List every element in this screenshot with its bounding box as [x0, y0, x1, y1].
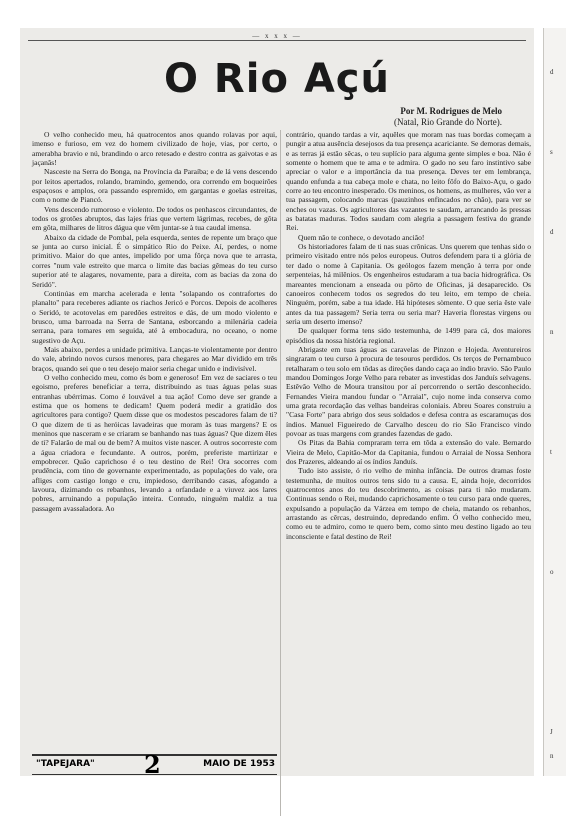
edge-mark: n: [550, 752, 554, 760]
paragraph: De qualquer forma tens sido testemunha, de 1499 para cá, dos maiores episódios da nossa história regional.: [286, 326, 531, 345]
paragraph: Nasceste na Serra do Bonga, na Província da Paraíba; e de lá vens descendo por leitos apertados, rolando, bramindo, gemendo, ora correndo em boqueirões espaçosos e amplos, ora passando espremido, em gargantas e goelas estreitas, com o nome de Piancó.: [32, 167, 277, 205]
page-footer: [32, 750, 277, 782]
edge-mark: d: [550, 228, 554, 236]
paragraph: Os Pitas da Bahia compraram terra em tôda a extensão do vale. Bernardo Vieira de Melo, Capitão-Mor da Capitania, fundou o Arraial de Nossa Senhora dos Prazeres, aldeando aí os índios Janduís.: [286, 438, 531, 467]
left-column: [32, 130, 277, 746]
publication-name: "TAPEJARA": [36, 759, 95, 769]
issue-date: MAIO DE 1953: [203, 759, 275, 769]
paragraph: Continúas em marcha acelerada e lenta "solapando os contrafortes do planalto" para receberes adiante os riachos Jericó e Porcos. Depois de acolheres o Seridó, te acotovelas em paredões estreitos e dás, de um modo violento e brusco, uma barroada na Serra de Santana, esborcando a milenária cadeia serrana, para tomares em seguida, até à embocadura, no oceano, o nome sugestivo de Açu.: [32, 288, 277, 345]
paragraph: Quem não te conhece, o devotado ancião!: [298, 232, 425, 242]
edge-mark: n: [550, 328, 554, 336]
header-mark: — x x x —: [252, 32, 302, 40]
paragraph: Os historiadores falam de ti nas suas crônicas. Uns querem que tenhas sido o primeiro visitado entre nós pelos europeus. Outros defendem para ti a glória de ter dado o nome à Capitania. Os geólogos fazem menção à terra por onde serpenteias, há milênios. Os engenheiros estudaram a tua bacia hidrográfica. Os mareantes mencionam a enseada ou pôrto de Oficinas, já desaparecido. Os canoeiros conhecem todos os segredos do teu leito, em tempo de cheia. Ninguém, porém, sabe a tua idade. Há hipóteses sòmente. O que seria êste vale antes da tua passagem? Seria terra ou seria mar? Haveria florestas virgens ou seria um deserto imenso?: [286, 242, 531, 326]
paragraph: O velho conhecido meu, há quatrocentos anos quando rolavas por aqui, imenso e furioso, em vez do homem civilizado de hoje, vias, por certo, o amerabha bravio e nú, brandindo o arco retesado e destro contra as gaivotas e as jaçanãs!: [32, 130, 277, 168]
column-divider: [280, 130, 281, 816]
paragraph: O velho conhecido meu, como és bom e generoso! Em vez de saciares o teu egoismo, preferes beneficiar a terra, distribuindo as tuas águas pelas suas entranhas ubérrimas. Como é louvável a tua ação! Como deve ser grande a estima que os homens te dedicam! Quem poderá medir a gratidão dos agricultores para contigo? Quem disse que os modestos pescadores falam de ti? O que dizem de ti as heróicas lavadeiras que moram às tuas margens? E os meninos que nasceram e se criaram se banhando nas tuas águas? Que dizem êles de ti? Falarão de mal ou de bem? A muitos viste nascer. A outros socorreste com a água criadora e fecundante. A outros, porém, preferiste martirizar e empobrecer. Quão caprichoso é o teu destino de Rei! Ora socorres com prudência, com tino de governante experimentado, as populações do vale, ora afliges com castigo longo e cru, impiedoso, derribando casas, afogando a lavoura, dizimando os rebanhos, levando a orfandade e a viuvez aos lares pobres, arruinando a população inteira. Contudo, ninguém maldiz a tua passagem avassaladora. Ao: [32, 372, 277, 513]
paragraph: Mais abaixo, perdes a unidade primitiva. Lanças-te violentamente por dentro do vale, abrindo novos cursos menores, para chegares ao Mar dividido em três braços, quando sei que o teu desejo maior seria chegar unido e indivisível.: [32, 344, 277, 373]
paragraph: Vens descendo rumoroso e violento. De todos os penhascos circundantes, de todos os grotões abruptos, das lajes frias que vertem lágrimas, recebes, de gôta em gôta, milhares de litros dágua que vêm juntar-se à tua caudal imensa.: [32, 204, 277, 233]
adjacent-page-edge: [543, 28, 566, 776]
page-number: 2: [144, 750, 161, 779]
byline: [394, 106, 502, 128]
edge-mark: s: [550, 148, 553, 156]
byline-author: Por M. Rodrigues de Melo: [400, 106, 502, 116]
paragraph: contrário, quando tardas a vir, aquêles que moram nas tuas bordas começam a pungir a atua ausência desejosos da tua presença acariciante. Se demoras demais, e as terras já estão sêcas, o teu suplício para alguma gente simples e boa. Não é somente o homem que te ama e te admira. O gado no seu faro instintivo sabe apreciar o valor e a importância da tua presença. Deves ter em lembrança, quando enfunda a tua cabeça mole e chata, no leito fôfo do Baixo-Açu, o gado corre ao teu encontro inesperado. Os meninos, os homens, as mulheres, vão ver a tua passagem, colocando marcas (pauzinhos enfincados no chão), para ver se enches ou vazas. Os agricultores das vazantes te saudam, arrancando às pressas as batatas maduras. Todos saudam com alegria a passagem festiva do grande Rei.: [286, 130, 531, 233]
paragraph: Abaixo da cidade de Pombal, pela esquerda, sentes de repente um braço que se junta ao curso inicial. É o simpático Rio do Peixe. Aí, perdes, o nome primitivo. Maior do que antes, impelido por uma fôrça nova que te arrasta, corres "num vale estreito que marca o limite das bacias gêmeas do teu curso superior até te alagares, novamente, para a direita, com as bacias da zona do Seridó".: [32, 232, 277, 289]
edge-mark: d: [550, 68, 554, 76]
right-column: [286, 130, 531, 816]
edge-mark: t: [550, 448, 552, 456]
newspaper-page: [20, 28, 534, 779]
edge-mark: J: [550, 728, 553, 736]
edge-mark: o: [550, 568, 554, 576]
article-title: O Rio Açú: [164, 56, 390, 102]
paragraph: Abrigaste em tuas águas as caravelas de Pinzon e Hojeda. Aventureiros singraram o teu curso à procura de tesouros perdidos. Os terços de Pernambuco retalharam o teu solo em tôdas as direções dando caça ao índio bravio. São Paulo mandou Domingos Jorge Velho para rebater as investidas dos Janduís selvagens. Estêvão Velho de Moura transitou por aí percorrendo o sertão desconhecido. Fernandes Vieira mandou fundar o "Arraial", cujo nome inda conserva como uma grata recordação das velhas bandeiras coloniais. Abreu Soares construiu a "Casa Forte" para abrigo dos seus soldados e defesa contra as escaramuças dos índios. Manuel Figueiredo de Carvalho desceu do rio São Francisco vindo povoar as tuas margens com grandes fazendas de gado.: [286, 344, 531, 438]
header-rule: [28, 40, 526, 41]
paragraph: Tudo isto assiste, ó rio velho de minha infância. De outros dramas foste testemunha, de muitos outros tens sido tu a causa. E, ainda hoje, decorridos quatrocentos anos do teu descobrimento, as coisas para ti não mudaram. Continuas sendo o Rei, mudando caprichosamente o teu curso para onde queres, expulsando a população da Várzea em tempo de cheia, matando os rebanhos, arrastando as cêrcas, destruindo, depredando enfim. Ó velho conhecido meu, como eu te admiro, como te quero bem, como sinto meu destino ligado ao teu inconsciente e fatal destino de Rei!: [286, 466, 531, 541]
byline-place: (Natal, Rio Grande do Norte).: [394, 117, 502, 127]
